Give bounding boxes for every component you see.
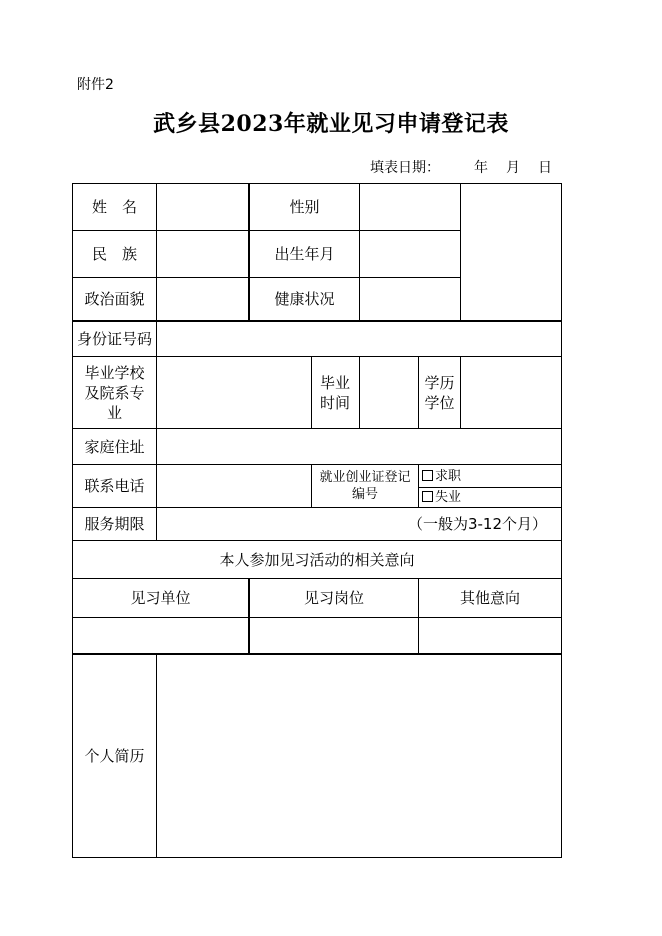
unit-field[interactable] bbox=[73, 618, 248, 653]
fill-date-day: 日 bbox=[538, 160, 552, 176]
health-field[interactable] bbox=[360, 278, 460, 320]
gender-field[interactable] bbox=[360, 184, 460, 230]
id-field[interactable] bbox=[157, 322, 561, 356]
name-field[interactable] bbox=[157, 184, 248, 230]
school-label: 毕业学校及院系专业 bbox=[84, 363, 145, 422]
political-field[interactable] bbox=[157, 278, 248, 320]
fill-date-year: 年 bbox=[474, 160, 488, 176]
form-title: 武乡县2023年就业见习申请登记表 bbox=[153, 111, 509, 137]
other-label: 其他意向 bbox=[459, 589, 520, 607]
photo-area bbox=[461, 184, 561, 320]
other-field[interactable] bbox=[419, 618, 561, 653]
checkbox-icon[interactable] bbox=[422, 491, 433, 502]
service-note: （一般为3-12个月） bbox=[407, 515, 547, 533]
unit-label: 见习单位 bbox=[130, 589, 191, 607]
gender-label: 性别 bbox=[289, 198, 320, 216]
name-label: 姓 名 bbox=[91, 198, 137, 216]
fill-date-label: 填表日期： bbox=[370, 160, 440, 176]
annex-label: 附件2 bbox=[77, 77, 114, 93]
school-field[interactable] bbox=[157, 357, 311, 428]
health-label: 健康状况 bbox=[274, 290, 335, 308]
phone-field[interactable] bbox=[157, 465, 311, 507]
grad-time-field[interactable] bbox=[360, 357, 418, 428]
service-label: 服务期限 bbox=[84, 515, 145, 533]
degree-label: 学历学位 bbox=[424, 373, 455, 412]
political-label: 政治面貌 bbox=[84, 290, 145, 308]
unemployed-option[interactable] bbox=[419, 488, 561, 507]
id-label: 身份证号码 bbox=[76, 330, 152, 348]
degree-field[interactable] bbox=[461, 357, 561, 428]
resume-label: 个人简历 bbox=[84, 747, 145, 765]
emp-cert-label: 就业创业证登记编号 bbox=[319, 470, 411, 502]
post-label: 见习岗位 bbox=[303, 589, 364, 607]
birth-label: 出生年月 bbox=[274, 245, 335, 263]
checkbox-icon[interactable] bbox=[422, 470, 433, 481]
intention-header: 本人参加见习活动的相关意向 bbox=[219, 550, 415, 569]
birth-field[interactable] bbox=[360, 231, 460, 277]
ethnicity-label: 民 族 bbox=[91, 245, 137, 263]
job-seeking-label: 求职 bbox=[435, 468, 462, 484]
grad-time-label: 毕业时间 bbox=[319, 373, 350, 412]
phone-label: 联系电话 bbox=[84, 477, 145, 495]
address-label: 家庭住址 bbox=[84, 437, 145, 456]
job-seeking-option[interactable] bbox=[419, 465, 561, 487]
unemployed-label: 失业 bbox=[435, 490, 462, 505]
post-field[interactable] bbox=[250, 618, 418, 653]
ethnicity-field[interactable] bbox=[157, 231, 248, 277]
address-field[interactable] bbox=[157, 429, 561, 464]
resume-field[interactable] bbox=[157, 655, 561, 857]
fill-date-month: 月 bbox=[506, 160, 520, 176]
